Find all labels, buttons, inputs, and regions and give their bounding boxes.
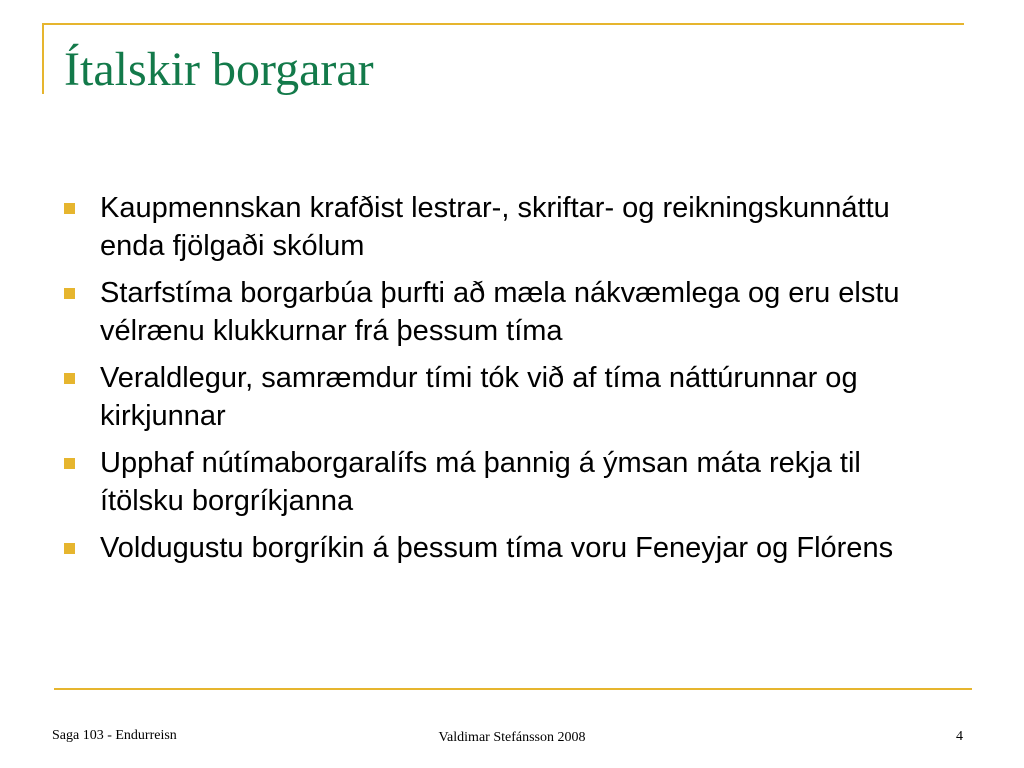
footer-course: Saga 103 - Endurreisn <box>52 728 177 743</box>
bullet-item <box>62 189 942 265</box>
bullet-text: Voldugustu borgríkin á þessum tíma voru Feneyjar og Flórens <box>100 532 894 564</box>
bullet-item <box>62 444 942 520</box>
bullet-item <box>62 529 942 567</box>
bottom-frame-line <box>54 688 972 690</box>
slide-title: Ítalskir borgarar <box>64 43 374 96</box>
bullet-item <box>62 274 942 350</box>
square-bullet-icon <box>64 288 75 299</box>
top-frame-line <box>42 23 964 25</box>
bullet-text: Veraldlegur, samræmdur tími tók við af tíma náttúrunnar og kirkjunnar <box>100 362 858 432</box>
page-number: 4 <box>956 729 963 744</box>
bullet-list <box>62 189 942 576</box>
square-bullet-icon <box>64 203 75 214</box>
bullet-text: Upphaf nútímaborgaralífs má þannig á ýmsan máta rekja til ítölsku borgríkjanna <box>100 447 861 517</box>
square-bullet-icon <box>64 458 75 469</box>
left-frame-line <box>42 23 44 94</box>
bullet-text: Kaupmennskan krafðist lestrar-, skriftar- og reikningskunnáttu enda fjölgaði skólum <box>100 192 890 262</box>
footer-author: Valdimar Stefánsson 2008 <box>438 730 586 745</box>
square-bullet-icon <box>64 543 75 554</box>
bullet-text: Starfstíma borgarbúa þurfti að mæla nákvæmlega og eru elstu vélrænu klukkurnar frá þessum tíma <box>100 277 900 347</box>
bullet-item <box>62 359 942 435</box>
square-bullet-icon <box>64 373 75 384</box>
